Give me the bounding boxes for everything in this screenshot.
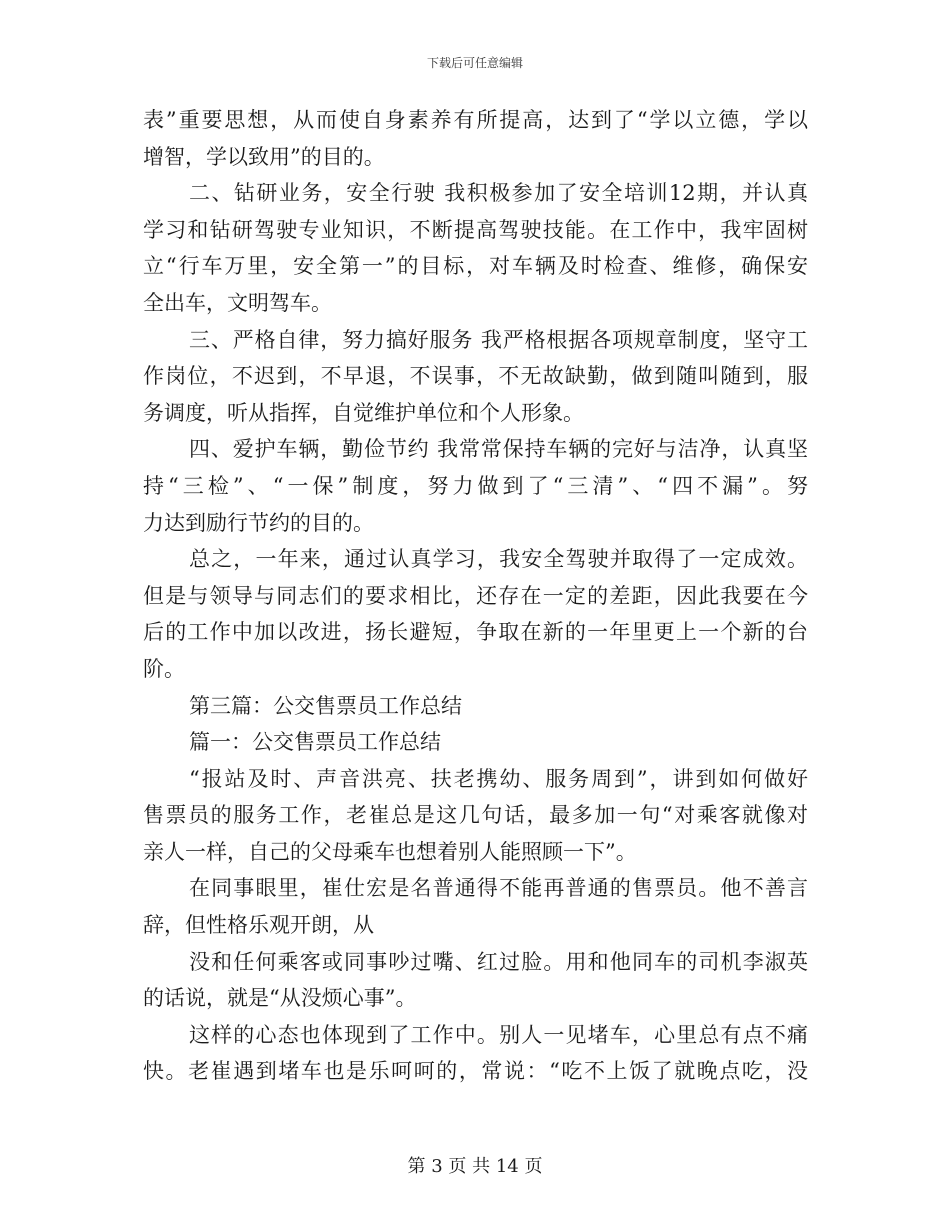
text-line: 没和任何乘客或同事吵过嘴、红过脸。用和他同车的司机李淑英	[189, 949, 808, 974]
text-line: 力达到励行节约的目的。	[143, 510, 374, 535]
text-line: 辞，但性格乐观开朗，从	[143, 913, 374, 938]
text-line: 作岗位，不迟到，不早退，不误事，不无故缺勤，做到随叫随到，服	[143, 364, 808, 389]
text-line: “报站及时、声音洪亮、扶老携幼、服务周到”，讲到如何做好	[189, 766, 808, 791]
text-line: 第三篇：公交售票员工作总结	[189, 693, 462, 718]
text-line: 篇一：公交售票员工作总结	[189, 730, 441, 755]
text-line: 增智，学以致用”的目的。	[143, 144, 385, 169]
page-header: 下载后可任意编辑	[426, 56, 523, 70]
text-line: 快。老崔遇到堵车也是乐呵呵的，常说：“吃不上饭了就晚点吃，没	[143, 1059, 808, 1084]
text-line: 务调度，听从指挥，自觉维护单位和个人形象。	[143, 400, 584, 425]
text-line: 全出车，文明驾车。	[143, 290, 332, 315]
text-line: 但是与领导与同志们的要求相比，还存在一定的差距，因此我要在今	[143, 583, 808, 608]
text-line: 持“三检”、“一保”制度，努力做到了“三清”、“四不漏”。努	[143, 473, 808, 498]
text-line: 这样的心态也体现到了工作中。别人一见堵车，心里总有点不痛	[189, 1022, 808, 1047]
text-line: 售票员的服务工作，老崔总是这几句话，最多加一句“对乘客就像对	[143, 803, 808, 828]
text-line: 学习和钻研驾驶专业知识，不断提高驾驶技能。在工作中，我牢固树	[143, 217, 808, 242]
page-footer: 第 3 页 共 14 页	[407, 1156, 543, 1177]
text-line: 的话说，就是“从没烦心事”。	[143, 986, 417, 1011]
text-line: 三、严格自律，努力搞好服务 我严格根据各项规章制度，坚守工	[189, 327, 808, 352]
document-body	[143, 102, 808, 1090]
text-line: 亲人一样，自己的父母乘车也想着别人能照顾一下”。	[143, 839, 637, 864]
text-line: 立“行车万里，安全第一”的目标，对车辆及时检查、维修，确保安	[143, 254, 808, 279]
text-line: 二、钻研业务，安全行驶 我积极参加了安全培训12期，并认真	[189, 181, 808, 206]
text-line: 在同事眼里，崔仕宏是名普通得不能再普通的售票员。他不善言	[189, 876, 808, 901]
text-line: 表”重要思想，从而使自身素养有所提高，达到了“学以立德，学以	[143, 108, 808, 132]
text-line: 阶。	[143, 656, 185, 681]
text-line: 后的工作中加以改进，扬长避短，争取在新的一年里更上一个新的台	[143, 620, 808, 645]
text-line: 四、爱护车辆，勤俭节约 我常常保持车辆的完好与洁净，认真坚	[189, 437, 808, 462]
text-line: 总之，一年来，通过认真学习，我安全驾驶并取得了一定成效。	[189, 547, 808, 572]
